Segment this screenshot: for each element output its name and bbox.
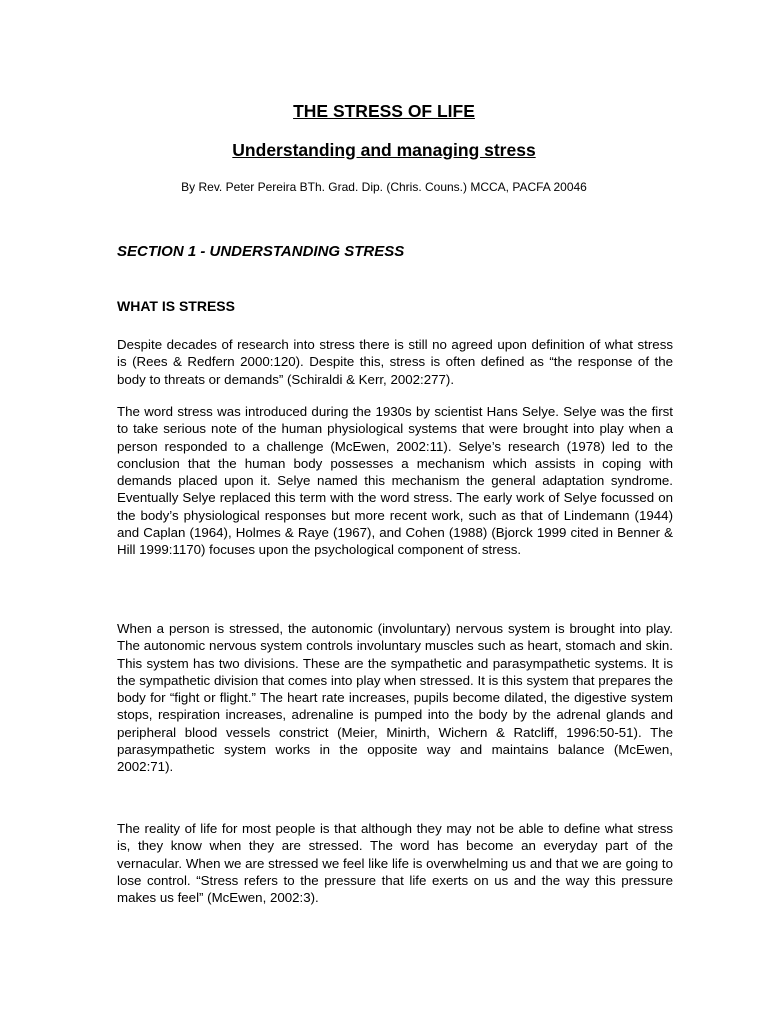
paragraph-history: The word stress was introduced during the 1930s by scientist Hans Selye. Selye was the first to take serious note of the human physiological systems that were brought into play when a person responded to a challenge (McEwen, 2002:11). Selye’s research (1978) led to the conclusion that the human body possesses a mechanism which assists in coping with demands placed upon it. Selye named this mechanism the general adaptation syndrome. Eventually Selye replaced this term with the word stress. The early work of Selye focussed on the body’s physiological responses but more recent work, such as that of Lindemann (1944) and Caplan (1964), Holmes & Raye (1967), and Cohen (1988) (Bjorck 1999 cited in Benner & Hill 1999:1170) focuses upon the psychological component of stress.	[117, 404, 673, 558]
section-heading: SECTION 1 - UNDERSTANDING STRESS	[117, 243, 405, 260]
paragraph-nervous-system: When a person is stressed, the autonomic (involuntary) nervous system is brought into play. The autonomic nervous system controls involuntary muscles such as heart, stomach and skin. This system has two divisions. These are the sympathetic and parasympathetic systems. It is the sympathetic division that comes into play when stressed. It is this system that prepares the body for “fight or flight.” The heart rate increases, pupils become dilated, the digestive system stops, respiration increases, adrenaline is pumped into the body by the adrenal glands and peripheral blood vessels constrict (Meier, Minirth, Wichern & Ratcliff, 1996:50-51). The parasympathetic system works in the opposite way and maintains balance (McEwen, 2002:71).	[117, 621, 673, 775]
author-byline: By Rev. Peter Pereira BTh. Grad. Dip. (Chris. Couns.) MCCA, PACFA 20046	[181, 180, 587, 194]
paragraph-reality: The reality of life for most people is that although they may not be able to define what stress is, they know when they are stressed. The word has become an everyday part of the vernacular. When we are stressed we feel like life is overwhelming us and that we are going to lose control. “Stress refers to the pressure that life exerts on us and the way this pressure makes us feel” (McEwen, 2002:3).	[117, 821, 673, 906]
document-subtitle: Understanding and managing stress	[232, 140, 536, 160]
sub-heading: WHAT IS STRESS	[117, 298, 235, 314]
paragraph-definition: Despite decades of research into stress there is still no agreed upon definition of what stress is (Rees & Redfern 2000:120). Despite this, stress is often defined as “the response of the body to threats or demands” (Schiraldi & Kerr, 2002:277).	[117, 337, 673, 387]
document-title: THE STRESS OF LIFE	[293, 101, 475, 121]
